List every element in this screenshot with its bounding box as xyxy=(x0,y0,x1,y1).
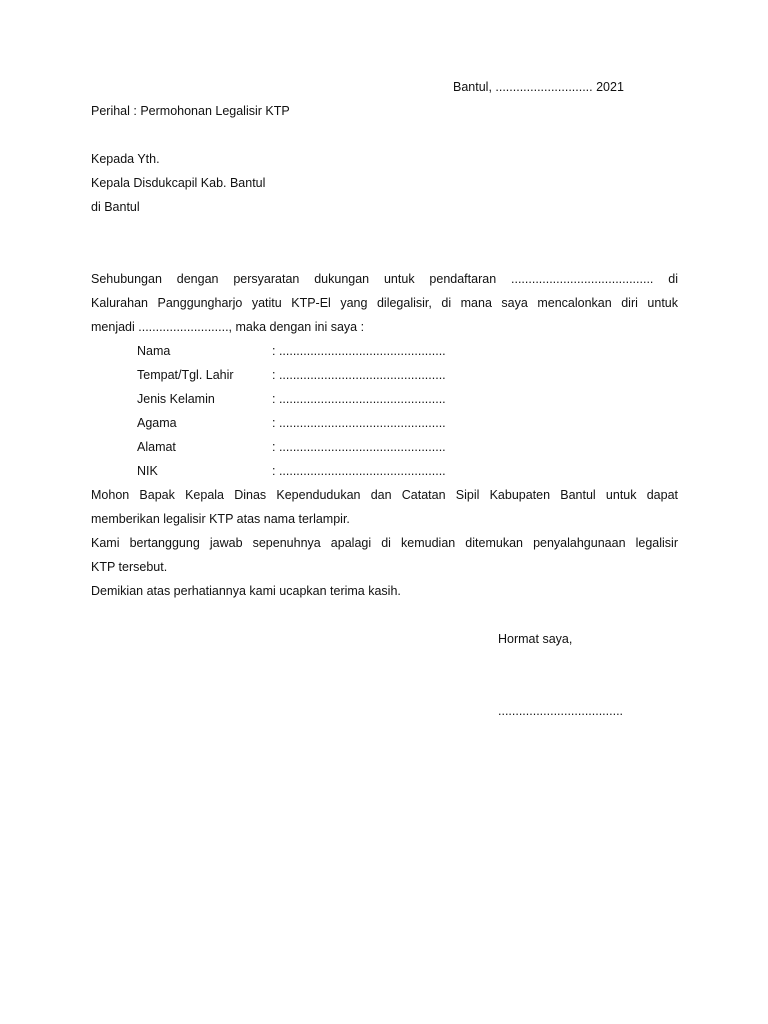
intro-line-1: Sehubungan dengan persyaratan dukungan untuk pendaftaran ......................................... di xyxy=(91,272,678,286)
field-label-nama: Nama xyxy=(137,344,171,358)
recipient-salutation: Kepada Yth. xyxy=(91,152,160,166)
field-value-tempat-tgl-lahir: : ................................................ xyxy=(272,368,446,382)
field-label-alamat: Alamat xyxy=(137,440,176,454)
closing-greeting: Hormat saya, xyxy=(498,632,573,646)
field-value-jenis-kelamin: : ................................................ xyxy=(272,392,446,406)
subject-line: Perihal : Permohonan Legalisir KTP xyxy=(91,104,290,118)
recipient-location: di Bantul xyxy=(91,200,140,214)
body-p1-line-2: memberikan legalisir KTP atas nama terlampir. xyxy=(91,512,350,526)
field-value-alamat: : ................................................ xyxy=(272,440,446,454)
intro-line-2: Kalurahan Panggungharjo yatitu KTP-El yang dilegalisir, di mana saya mencalonkan diri untuk xyxy=(91,296,678,310)
recipient-name: Kepala Disdukcapil Kab. Bantul xyxy=(91,176,266,190)
field-value-nama: : ................................................ xyxy=(272,344,446,358)
field-label-agama: Agama xyxy=(137,416,177,430)
field-label-tempat-tgl-lahir: Tempat/Tgl. Lahir xyxy=(137,368,234,382)
field-label-jenis-kelamin: Jenis Kelamin xyxy=(137,392,215,406)
body-p2-line-1: Kami bertanggung jawab sepenuhnya apalagi di kemudian ditemukan penyalahgunaan legalisir xyxy=(91,536,678,550)
body-p3: Demikian atas perhatiannya kami ucapkan terima kasih. xyxy=(91,584,401,598)
body-p1-line-1: Mohon Bapak Kepala Dinas Kependudukan dan Catatan Sipil Kabupaten Bantul untuk dapat xyxy=(91,488,678,502)
field-label-nik: NIK xyxy=(137,464,158,478)
intro-line-3: menjadi .........................., maka dengan ini saya : xyxy=(91,320,365,334)
place-date: Bantul, ............................ 2021 xyxy=(453,80,624,94)
field-value-agama: : ................................................ xyxy=(272,416,446,430)
body-p2-line-2: KTP tersebut. xyxy=(91,560,168,574)
field-value-nik: : ................................................ xyxy=(272,464,446,478)
signature-line: .................................... xyxy=(498,704,624,718)
